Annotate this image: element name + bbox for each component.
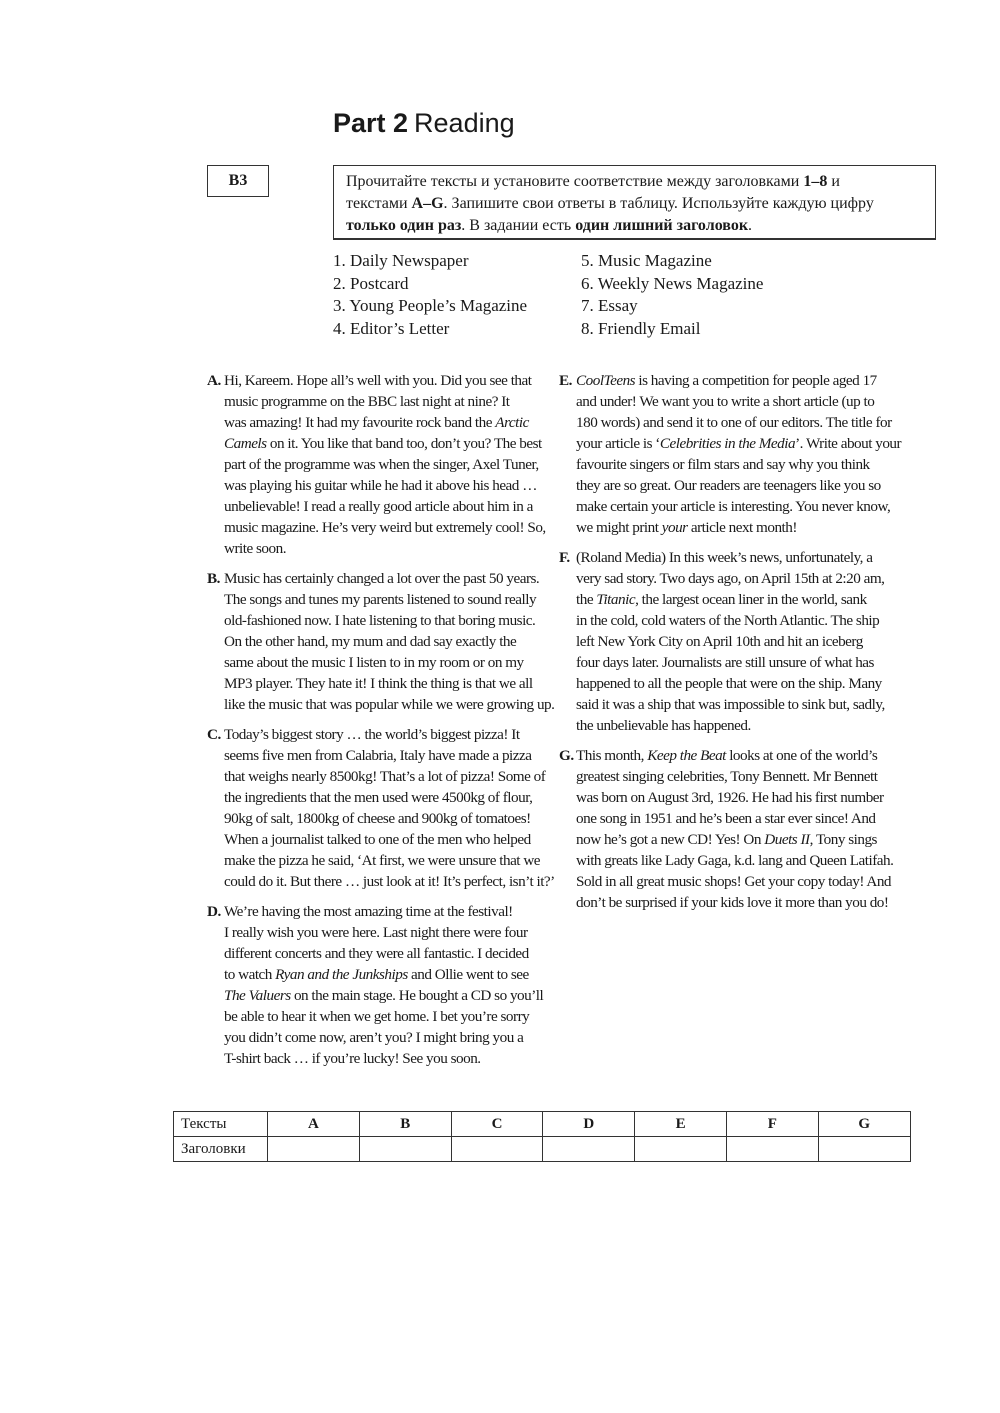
texts-column-left: [207, 370, 555, 1078]
text-letter: C.: [207, 726, 221, 743]
text-line: Music has certainly changed a lot over the past 50 years.: [224, 570, 540, 587]
text-line: they are so great. Our readers are teenagers like you so: [576, 477, 881, 494]
answer-table: [173, 1111, 911, 1162]
text-line: [224, 412, 552, 433]
text-line: same about the music I listen to in my room or on my: [224, 654, 524, 671]
text-line: write soon.: [224, 540, 286, 557]
row-label-headings: Заголовки: [174, 1137, 268, 1162]
heading-item: 2. Postcard: [333, 273, 409, 293]
italic-title: Arctic: [495, 414, 529, 431]
text-line: could do it. But there … just look at it! It’s perfect, isn’t it?’: [224, 873, 555, 890]
text-line: music programme on the BBC last night at nine? It: [224, 393, 510, 410]
instr-text: Прочитайте тексты и установите соответствие между заголовками: [346, 173, 804, 190]
column-header: G: [818, 1112, 910, 1137]
page-title: [333, 108, 515, 139]
text-line: like the music that was popular while we were growing up.: [224, 696, 555, 713]
instr-text: и: [827, 173, 840, 190]
column-header: B: [359, 1112, 451, 1137]
text-line: left New York City on April 10th and hit an iceberg: [576, 633, 863, 650]
text-line: 180 words) and send it to one of our editors. The title for: [576, 414, 892, 431]
text-line: seems five men from Calabria, Italy have made a pizza: [224, 747, 532, 764]
text-line: [576, 745, 904, 766]
italic-title: Titanic: [596, 591, 636, 608]
instructions-box: [333, 165, 936, 240]
text-segment: , the largest ocean liner in the world, sank: [635, 591, 867, 608]
text-a: [207, 370, 552, 559]
text-d: [207, 901, 552, 1069]
text-line: MP3 player. They hate it! I think the thing is that we all: [224, 675, 533, 692]
text-letter: A.: [207, 372, 221, 389]
text-line: (Roland Media) In this week’s news, unfortunately, a: [576, 549, 873, 566]
text-line: The songs and tunes my parents listened to sound really: [224, 591, 537, 608]
text-line: the ingredients that the men used were 4500kg of flour,: [224, 789, 533, 806]
answer-table-answer-row: [174, 1137, 911, 1162]
text-line: We’re having the most amazing time at the festival!: [224, 903, 513, 920]
instr-text: .: [748, 217, 753, 234]
text-b: [207, 568, 555, 715]
italic-title: Ryan and the Junkships: [275, 966, 408, 983]
text-line: that weighs nearly 8500kg! That’s a lot of pizza! Some of: [224, 768, 546, 785]
column-header: E: [635, 1112, 727, 1137]
answer-cell-c[interactable]: [451, 1137, 543, 1162]
heading-item: 5. Music Magazine: [581, 251, 712, 270]
italic-title: Keep the Beat: [647, 747, 726, 764]
text-line: with greats like Lady Gaga, k.d. lang and Queen Latifah.: [576, 852, 894, 869]
row-label-texts: Тексты: [174, 1112, 268, 1137]
text-line: make certain your article is interesting. You never know,: [576, 498, 891, 515]
headings-column-left: [333, 250, 527, 340]
text-segment: and Ollie went to see: [407, 966, 529, 983]
text-line: [576, 829, 904, 850]
text-line: greatest singing celebrities, Tony Bennett. Mr Bennett: [576, 768, 878, 785]
heading-item: 1. Daily Newspaper: [333, 251, 469, 270]
heading-item: 4. Editor’s Letter: [333, 318, 450, 338]
text-segment: looks at one of the world’s: [725, 747, 878, 764]
text-line: 90kg of salt, 1800kg of cheese and 900kg of tomatoes!: [224, 810, 531, 827]
text-line: be able to hear it when we get home. I bet you’re sorry: [224, 1008, 530, 1025]
text-letter: G.: [559, 747, 574, 764]
text-segment: the: [576, 591, 597, 608]
text-segment: ’. Write about your: [795, 435, 902, 452]
text-f: [559, 547, 904, 736]
text-segment: , Tony sings: [809, 831, 877, 848]
instr-text: текстами: [346, 195, 412, 212]
text-line: happened to all the people that were on the ship. Many: [576, 675, 882, 692]
text-g: [559, 745, 904, 913]
text-line: Sold in all great music shops! Get your copy today! And: [576, 873, 892, 890]
text-line: one song in 1951 and he’s been a star ever since! And: [576, 810, 876, 827]
instr-bold: один лишний заголовок: [575, 217, 749, 234]
column-header: A: [268, 1112, 360, 1137]
text-line: When a journalist talked to one of the men who helped: [224, 831, 531, 848]
heading-item: 7. Essay: [581, 296, 638, 315]
instr-bold: A–G: [411, 195, 444, 212]
text-line: four days later. Journalists are still unsure of what has: [576, 654, 874, 671]
italic-title: Celebrities in the Media: [659, 435, 796, 452]
text-line: [576, 517, 904, 538]
text-line: On the other hand, my mum and dad say exactly the: [224, 633, 517, 650]
text-letter: F.: [559, 549, 570, 566]
column-header: F: [726, 1112, 818, 1137]
text-line: I really wish you were here. Last night there were four: [224, 924, 528, 941]
text-line: [224, 433, 552, 454]
text-line: unbelievable! I read a really good article about him in a: [224, 498, 533, 515]
text-letter: E.: [559, 372, 572, 389]
column-header: D: [543, 1112, 635, 1137]
text-line: very sad story. Two days ago, on April 15th at 2:20 am,: [576, 570, 885, 587]
text-segment: is having a competition for people aged 17: [635, 372, 877, 389]
column-header: C: [451, 1112, 543, 1137]
answer-cell-b[interactable]: [359, 1137, 451, 1162]
text-line: don’t be surprised if your kids love it more than you do!: [576, 894, 889, 911]
task-id-box: B3: [207, 165, 269, 197]
italic-title: CoolTeens: [576, 372, 636, 389]
text-line: different concerts and they were all fantastic. I decided: [224, 945, 529, 962]
text-line: said it was a ship that was impossible to sink but, sadly,: [576, 696, 885, 713]
text-segment: we might print: [576, 519, 662, 536]
text-line: and under! We want you to write a short article (up to: [576, 393, 875, 410]
text-segment: now he’s got a new CD! Yes! On: [576, 831, 765, 848]
text-line: was playing his guitar while he had it above his head …: [224, 477, 537, 494]
text-segment: your article is ‘: [576, 435, 660, 452]
heading-item: 3. Young People’s Magazine: [333, 296, 528, 315]
answer-cell-g[interactable]: [818, 1137, 910, 1162]
text-line: old-fashioned now. I hate listening to that boring music.: [224, 612, 536, 629]
text-line: Hi, Kareem. Hope all’s well with you. Did you see that: [224, 372, 532, 389]
instr-bold: только один раз: [346, 217, 462, 234]
instr-bold: 1–8: [803, 173, 828, 190]
text-c: [207, 724, 555, 892]
text-line: in the cold, cold waters of the North Atlantic. The ship: [576, 612, 880, 629]
text-line: favourite singers or film stars and say why you think: [576, 456, 870, 473]
text-line: music magazine. He’s very weird but extremely cool! So,: [224, 519, 546, 536]
text-line: [576, 370, 904, 391]
heading-item: 8. Friendly Email: [581, 318, 701, 338]
text-line: [576, 433, 904, 454]
italic-word: your: [661, 519, 688, 536]
heading-item: 6. Weekly News Magazine: [581, 273, 764, 293]
part-number: Part 2: [333, 108, 409, 138]
instr-text: . Запишите свои ответы в таблицу. Используйте каждую цифру: [443, 195, 874, 212]
text-segment: on the main stage. He bought a CD so you’ll: [290, 987, 544, 1004]
italic-title: Duets II: [764, 831, 810, 848]
text-segment: on it. You like that band too, don’t you? The best: [269, 435, 542, 452]
texts-column-right: [559, 370, 904, 922]
text-line: T-shirt back … if you’re lucky! See you soon.: [224, 1050, 481, 1067]
text-segment: to watch: [224, 966, 276, 983]
text-segment: This month,: [576, 747, 648, 764]
text-line: [224, 985, 552, 1006]
section-name: Reading: [414, 108, 515, 138]
text-line: Today’s biggest story … the world’s biggest pizza! It: [224, 726, 520, 743]
text-line: make the pizza he said, ‘At first, we were unsure that we: [224, 852, 541, 869]
answer-cell-d[interactable]: [543, 1137, 635, 1162]
text-letter: D.: [207, 903, 221, 920]
answer-table-header-row: [174, 1112, 911, 1137]
text-line: part of the programme was when the singer, Axel Tuner,: [224, 456, 539, 473]
text-e: [559, 370, 904, 538]
answer-cell-e[interactable]: [635, 1137, 727, 1162]
text-line: [224, 964, 552, 985]
text-line: you didn’t come now, aren’t you? I might bring you a: [224, 1029, 524, 1046]
text-line: was born on August 3rd, 1926. He had his first number: [576, 789, 884, 806]
instr-text: . В задании есть: [461, 217, 576, 234]
italic-title: Camels: [224, 435, 267, 452]
text-letter: B.: [207, 570, 220, 587]
answer-cell-f[interactable]: [726, 1137, 818, 1162]
italic-title: The Valuers: [224, 987, 291, 1004]
text-line: [576, 589, 904, 610]
text-line: the unbelievable has happened.: [576, 717, 751, 734]
text-segment: was amazing! It had my favourite rock band the: [224, 414, 496, 431]
headings-column-right: [581, 250, 763, 340]
answer-cell-a[interactable]: [268, 1137, 360, 1162]
text-segment: article next month!: [687, 519, 797, 536]
